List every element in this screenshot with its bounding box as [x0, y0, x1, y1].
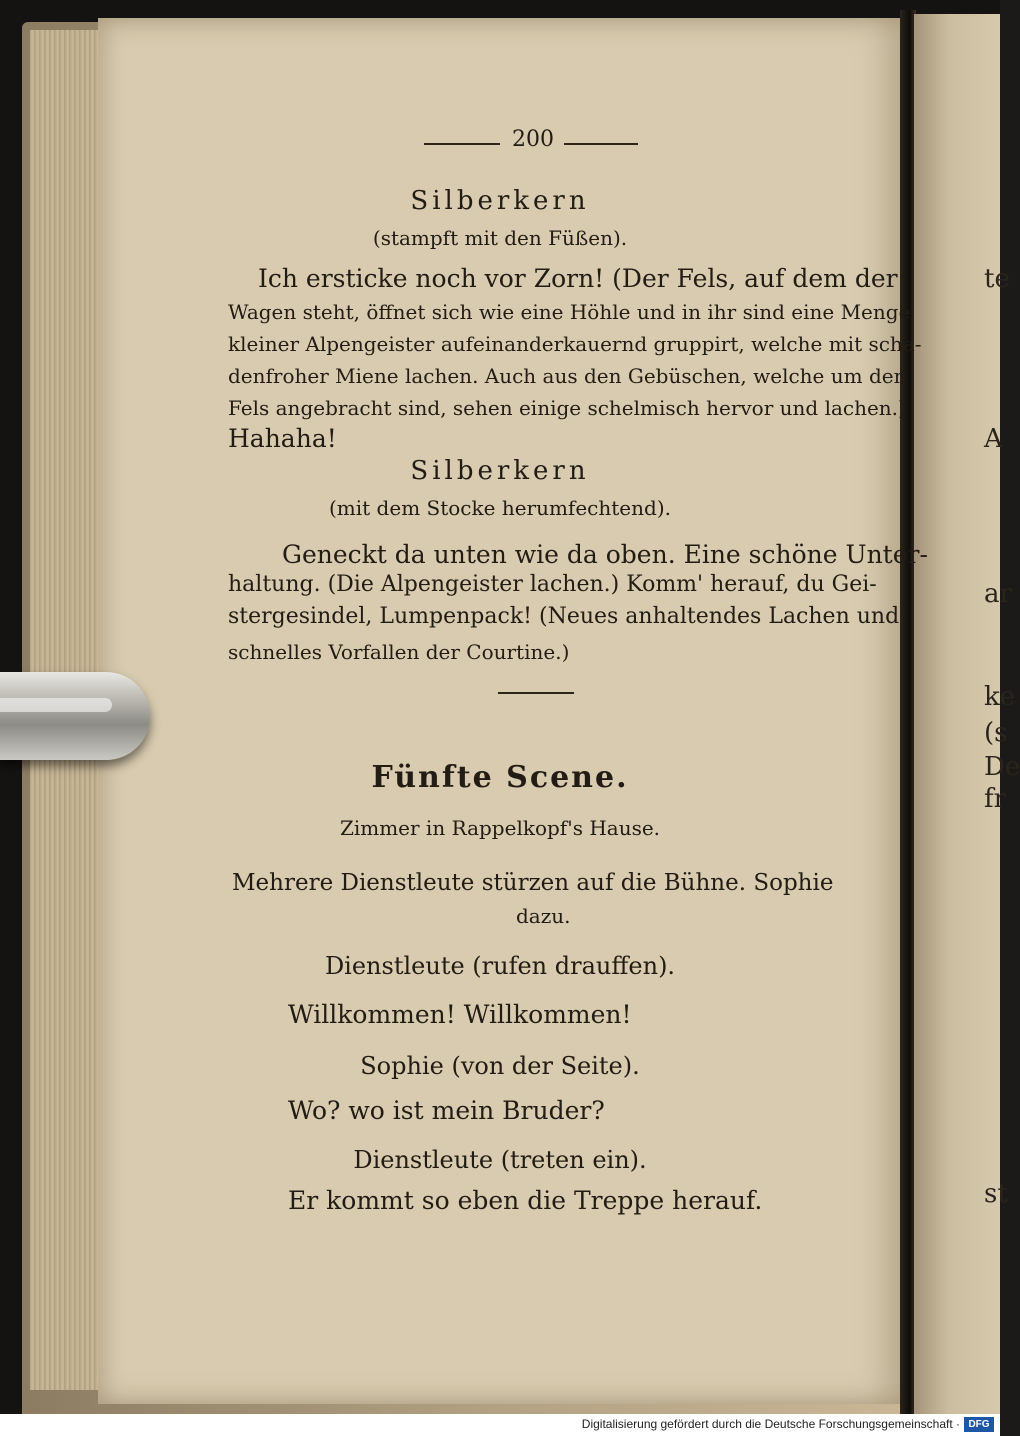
right-fragment: st	[984, 1179, 1008, 1209]
section-divider	[498, 692, 574, 694]
text-line: dazu.	[516, 904, 571, 928]
setting-line: Zimmer in Rappelkopf's Hause.	[339, 816, 661, 840]
speaker-line: Silberkern	[410, 456, 590, 486]
text-line: Geneckt da unten wie da oben. Eine schöne Unter-	[282, 540, 928, 569]
right-fragment: ke	[984, 682, 1016, 712]
speaker-line: Dienstleute (rufen drauffen).	[324, 952, 676, 980]
stage-direction: (stampft mit den Füßen).	[372, 226, 628, 250]
text-line: Mehrere Dienstleute stürzen auf die Bühne. Sophie	[232, 870, 834, 896]
right-fragment: (s	[984, 718, 1008, 748]
right-fragment: te	[984, 264, 1010, 294]
footer-credit: Digitalisierung gefördert durch die Deutsche Forschungsgemeinschaft ·	[581, 1417, 960, 1431]
right-fragment: ar	[984, 579, 1012, 609]
text-line: Wo? wo ist mein Bruder?	[288, 1096, 605, 1125]
right-fragment: A	[984, 424, 1003, 454]
footer-bar	[0, 1414, 1000, 1436]
header-rule-left	[424, 143, 500, 145]
text-line: kleiner Alpengeister aufeinanderkauernd gruppirt, welche mit scha-	[228, 332, 922, 356]
page-number: 200	[512, 127, 554, 152]
right-fragment: De	[984, 752, 1020, 782]
text-line: Ich ersticke noch vor Zorn! (Der Fels, auf dem der	[258, 264, 898, 293]
header-rule-right	[564, 143, 638, 145]
stage-direction: (mit dem Stocke herumfechtend).	[329, 496, 671, 520]
text-line: Hahaha!	[228, 424, 337, 453]
text-line: Willkommen! Willkommen!	[288, 1000, 632, 1029]
speaker-line: Silberkern	[410, 186, 590, 216]
text-line: Wagen steht, öffnet sich wie eine Höhle und in ihr sind eine Menge	[228, 300, 911, 324]
speaker-line: Dienstleute (treten ein).	[353, 1146, 647, 1174]
page-clip	[0, 672, 150, 760]
text-line: schnelles Vorfallen der Courtine.)	[228, 640, 570, 664]
speaker-line: Sophie (von der Seite).	[360, 1052, 640, 1080]
text-line: denfroher Miene lachen. Auch aus den Gebüschen, welche um den	[228, 364, 907, 388]
text-line: Fels angebracht sind, sehen einige schelmisch hervor und lachen.)	[228, 396, 906, 420]
text-line: stergesindel, Lumpenpack! (Neues anhaltendes Lachen und	[228, 604, 900, 629]
dfg-logo-icon: DFG	[964, 1417, 994, 1432]
text-line: Er kommt so eben die Treppe herauf.	[288, 1186, 763, 1215]
right-page	[914, 14, 1020, 1414]
text-line: haltung. (Die Alpengeister lachen.) Komm' herauf, du Gei-	[228, 572, 877, 597]
scene-heading: Fünfte Scene.	[371, 760, 629, 795]
right-fragment: fr	[984, 784, 1007, 814]
